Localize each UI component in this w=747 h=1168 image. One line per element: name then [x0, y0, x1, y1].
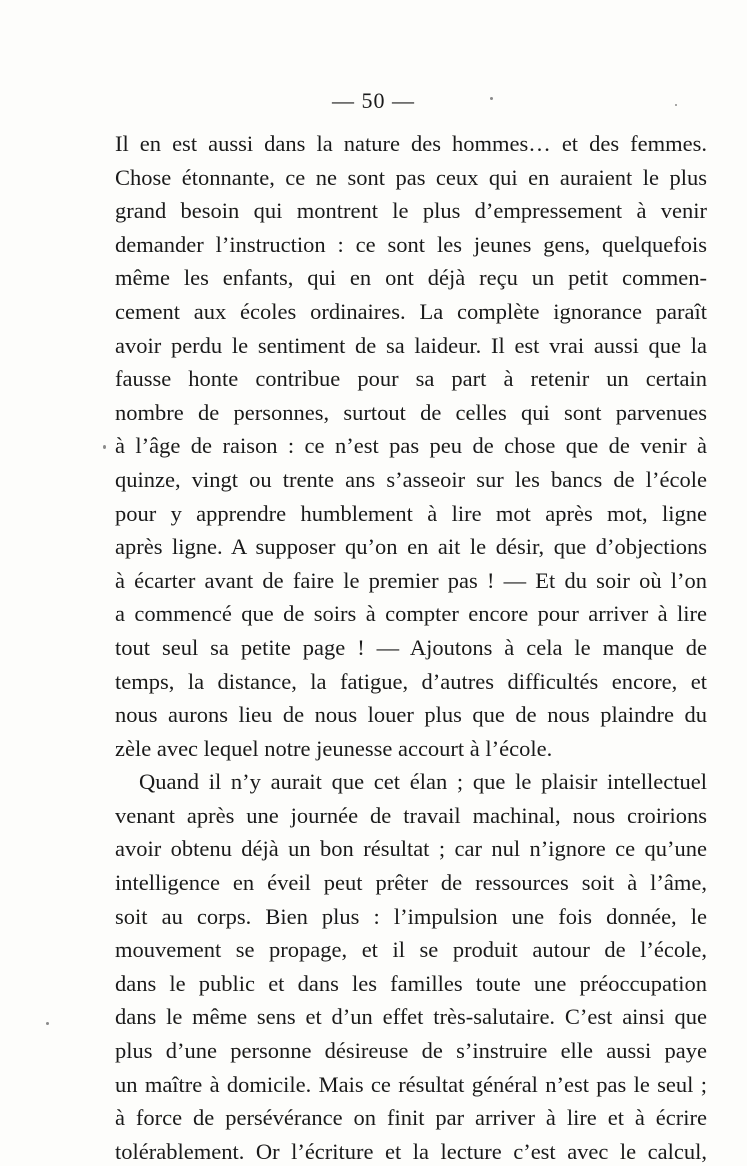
text-line: nous aurons lieu de nous louer plus que de nous plaindre du	[115, 702, 707, 728]
page-number: — 50 —	[332, 88, 415, 113]
text-line: tout seul sa petite page ! — Ajoutons à cela le manque de	[115, 634, 707, 660]
body-text	[115, 127, 707, 1168]
text-line: pour y apprendre humblement à lire mot après mot, ligne	[115, 500, 707, 526]
text-line: soit au corps. Bien plus : l’impulsion une fois donnée, le	[115, 903, 707, 929]
text-line: après ligne. A supposer qu’on en ait le désir, que d’objections	[115, 534, 707, 560]
text-line: a commencé que de soirs à compter encore pour arriver à lire	[115, 601, 707, 627]
text-line: mouvement se propage, et il se produit autour de l’école,	[115, 937, 707, 963]
text-line: quinze, vingt ou trente ans s’asseoir sur les bancs de l’école	[115, 466, 707, 492]
text-line: Chose étonnante, ce ne sont pas ceux qui en auraient le plus	[115, 164, 707, 190]
text-line: fausse honte contribue pour sa part à retenir un certain	[115, 366, 707, 392]
text-line: cement aux écoles ordinaires. La complète ignorance paraît	[115, 298, 707, 324]
text-line: temps, la distance, la fatigue, d’autres difficultés encore, et	[115, 668, 707, 694]
text-line: zèle avec lequel notre jeunesse accourt à l’école.	[115, 735, 553, 761]
text-line: dans le même sens et d’un effet très-salutaire. C’est ainsi que	[115, 1004, 707, 1030]
text-line: demander l’instruction : ce sont les jeunes gens, quelquefois	[115, 231, 707, 257]
text-line: nombre de personnes, surtout de celles qui sont parvenues	[115, 399, 707, 425]
text-line: même les enfants, qui en ont déjà reçu un petit commen-	[115, 265, 707, 291]
text-line: dans le public et dans les familles toute une préoccupation	[115, 970, 707, 996]
text-line: grand besoin qui montrent le plus d’empressement à venir	[115, 198, 707, 224]
paper-speck	[103, 445, 106, 449]
text-line: plus d’une personne désireuse de s’instruire elle aussi paye	[115, 1038, 707, 1064]
text-line: intelligence en éveil peut prêter de ressources soit à l’âme,	[115, 870, 707, 896]
text-line: tolérablement. Or l’écriture et la lecture c’est avec le calcul,	[115, 1138, 707, 1164]
text-line: à force de persévérance on finit par arriver à lire et à écrire	[115, 1105, 707, 1131]
text-line: avoir perdu le sentiment de sa laideur. Il est vrai aussi que la	[115, 332, 707, 358]
paper-speck	[46, 1022, 49, 1025]
text-line: à écarter avant de faire le premier pas ! — Et du soir où l’on	[115, 567, 707, 593]
text-line: Il en est aussi dans la nature des hommes… et des femmes.	[115, 131, 707, 156]
paper-speck	[490, 97, 493, 100]
text-line: Quand il n’y aurait que cet élan ; que le plaisir intellectuel	[139, 769, 707, 795]
text-line: à l’âge de raison : ce n’est pas peu de chose que de venir à	[115, 433, 707, 459]
text-line: venant après une journée de travail machinal, nous croirions	[115, 802, 707, 828]
text-line: un maître à domicile. Mais ce résultat général n’est pas le seul ;	[115, 1071, 707, 1097]
paper-speck	[675, 104, 677, 106]
text-line: avoir obtenu déjà un bon résultat ; car nul n’ignore ce qu’une	[115, 836, 707, 862]
